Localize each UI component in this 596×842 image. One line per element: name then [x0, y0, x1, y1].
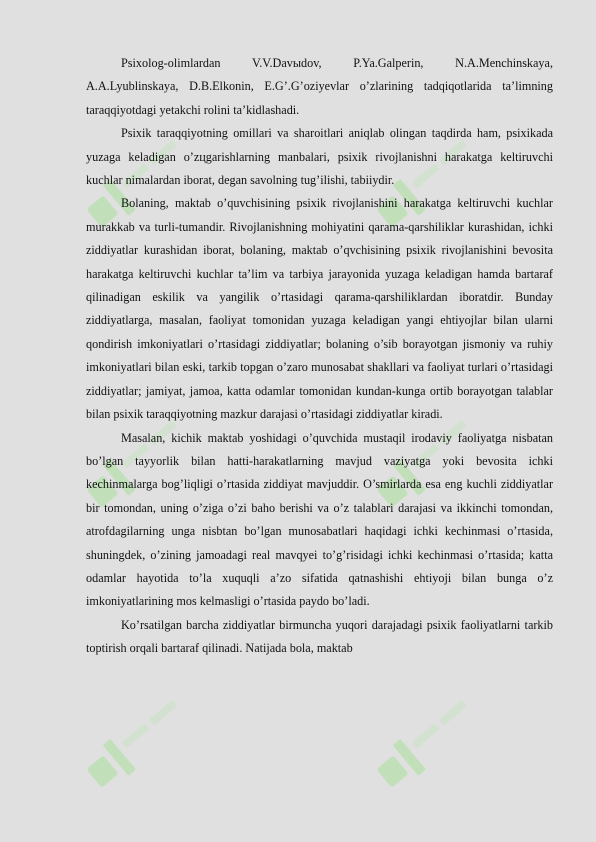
watermark-logo-icon [360, 680, 500, 800]
paragraph: Masalan, kichik maktab yoshidagi o’quvchida mustaqil irodaviy faoliyatga nisbatan bo’lgan tayyorlik bilan hatti-harakatlarning mavjud vaziyatga yoki bevosita ichki kechinmalarga bog’liqligi o’rtasida ziddiyat mavjuddir. O’smirlarda esa eng kuchli ziddiyatlar bir tomondan, uning o’ziga o’zi baho berishi va o’z talablari darajasi va ikkinchi tomondan, atrofdagilarning unga nisbtan bo’lgan munosabatlari haqidagi ichki kechinmasi o’rtasida, shuningdek, o’zining jamoadagi real mavqyei to’g’risidagi ichki kechinmasi o’rtasida; katta odamlar hayotida to’la xuquqli a’zo sifatida qatnashishi ehtiyoji bilan bunga o’z imkoniyatlarining mos kelmasligi o’rtasida paydo bo’ladi. [86, 430, 553, 609]
paragraph: Psixik taraqqiyotning omillari va sharoitlari aniqlab olingan taqdirda ham, psixikada yuzaga keladigan o’zцgarishlarning manbalari, psixik rivojlanishni harakatga keltiruvchi kuchlar nimalardan iborat, degan savolning tug’ilishi, tabiiydir. [86, 126, 553, 188]
watermark-logo-icon [70, 680, 210, 800]
paragraph: Psixolog-olimlardan V.V.Davыdov, P.Ya.Galperin, N.A.Menchinskaya, A.A.Lyublinskaya, D.B.Elkonin, E.G’.G’oziyevlar o’zlarining tadqiqotlarida ta’limning taraqqiyotdagi yetakchi rolini ta’kidlashadi. [86, 56, 553, 117]
paragraph: Bolaning, maktab o’quvchisining psixik rivojlanishini harakatga keltiruvchi kuchlar murakkab va turli-tumandir. Rivojlanishning mohiyatini qarama-qarshiliklar kurashidan, ichki ziddiyatlar kurashidan iborat, bolaning, maktab o’qvchisining psixik rivojlanishini bevosita harakatga keltiruvchi kuchlar ta’lim va tarbiya jarayonida yuzaga keladigan hamda bartaraf qilinadigan eskilik va yangilik o’rtasidagi qarama-qarshiliklardan iboratdir. Bunday ziddiyatlarga, masalan, faoliyat tomonidan yuzaga keladigan yangi ehtiyojlar bilan ularni qondirish imkoniyatlari o’rtasidagi ziddiyatlar; bolaning o’sib borayotgan jismoniy va ruhiy imkoniyatlari bilan eski, tarkib topgan o’zaro munosabat shakllari va faoliyat turlari o’rtasidagi ziddiyatlar; jamiyat, jamoa, katta odamlar tomonidan kundan-kunga ortib borayotgan talablar bilan psixik taraqqiyotning mazkur darajasi o’rtasidagi ziddiyatlar kiradi. [86, 196, 553, 422]
paragraph: Ko’rsatilgan barcha ziddiyatlar birmuncha yuqori darajadagi psixik faoliyatlarni tarkib toptirish orqali bartaraf qilinadi. Natijada bola, maktab [86, 617, 553, 656]
document-body [86, 52, 553, 661]
